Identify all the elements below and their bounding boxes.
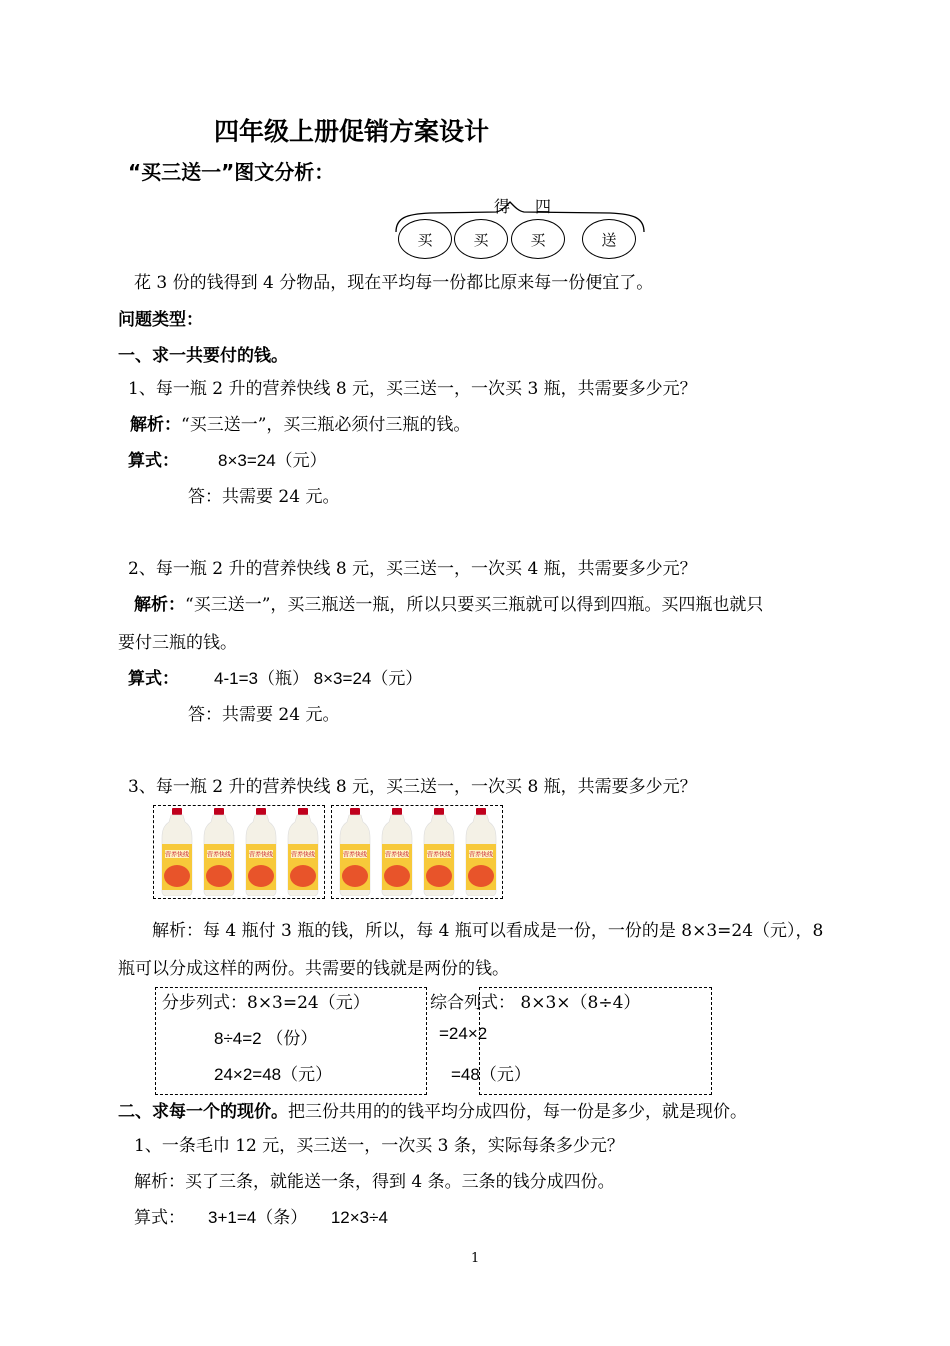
bottle-image (464, 808, 498, 896)
diagram-label-four: 四 (535, 197, 552, 216)
step-formula-3: 24×2=48（元） (214, 1065, 333, 1084)
q1-formula-label: 算式： (128, 451, 179, 471)
analysis-text: “买三送一”，买三瓶送一瓶，所以只要买三瓶就可以得到四瓶。买四瓶也就只 (185, 595, 764, 615)
step-formula-2: 8÷4=2 （份） (214, 1029, 318, 1048)
circle-label: 买 (417, 230, 433, 249)
bottle-icon (338, 808, 372, 896)
bottle-image (286, 808, 320, 896)
bottle-label: 营养快线 (468, 851, 494, 859)
bottle-label: 营养快线 (342, 851, 368, 859)
bottle-image (202, 808, 236, 896)
subtitle: “买三送一”图文分析： (128, 160, 335, 184)
analysis-label: 解析： (134, 595, 185, 615)
q3-question: 3、每一瓶 2 升的营养快线 8 元，买三送一，一次买 8 瓶，共需要多少元？ (128, 777, 697, 797)
problem-types-label: 问题类型： (118, 310, 203, 330)
bottle-label: 营养快线 (206, 851, 232, 859)
bottle-icon (380, 808, 414, 896)
q1-analysis (130, 410, 470, 435)
bottle-image (338, 808, 372, 896)
bottle-icon (202, 808, 236, 896)
circle-label: 买 (530, 230, 546, 249)
q1-answer: 答：共需要 24 元。 (188, 487, 340, 507)
bottle-icon (244, 808, 278, 896)
step-formula-1 (162, 988, 370, 1013)
s2-q1-question: 1、一条毛巾 12 元，买三送一，一次买 3 条，实际每条多少元？ (134, 1136, 624, 1156)
s2-q1-formula-label: 算式： (134, 1208, 185, 1228)
bottle-icon (464, 808, 498, 896)
bottle-image (422, 808, 456, 896)
diagram-circle-buy-1 (398, 219, 452, 259)
intro-text: 花 3 份的钱得到 4 分物品，现在平均每一份都比原来每一份便宜了。 (134, 273, 654, 293)
diagram-circle-gift (582, 219, 636, 259)
bottle-icon (422, 808, 456, 896)
bottle-label: 营养快线 (426, 851, 452, 859)
bottle-image (244, 808, 278, 896)
page-title: 四年级上册促销方案设计 (214, 117, 490, 146)
q2-question: 2、每一瓶 2 升的营养快线 8 元，买三送一，一次买 4 瓶，共需要多少元？ (128, 559, 697, 579)
bottle-label: 营养快线 (164, 851, 190, 859)
q2-answer: 答：共需要 24 元。 (188, 705, 340, 725)
bottle-label: 营养快线 (248, 851, 274, 859)
bottle-label: 营养快线 (384, 851, 410, 859)
circle-label: 送 (601, 230, 617, 249)
q3-analysis-line1 (152, 916, 823, 941)
page-number: 1 (471, 1251, 480, 1266)
bottle-icon (286, 808, 320, 896)
bottle-image (160, 808, 194, 896)
section2-heading (118, 1097, 747, 1122)
combined-formula-1: 综合列式： 8×3×（8÷4） (430, 993, 641, 1013)
combined-formula-3: =48（元） (451, 1065, 531, 1084)
diagram-circle-buy-3 (511, 219, 565, 259)
section2-description: 把三份共用的的钱平均分成四份，每一份是多少，就是现价。 (288, 1102, 747, 1122)
combined-formula-2: =24×2 (439, 1024, 488, 1043)
s2-q1-formula: 3+1=4（条） 12×3÷4 (208, 1208, 388, 1227)
analysis-label: 解析： (130, 415, 181, 435)
analysis-text: 解析：每 4 瓶付 3 瓶的钱，所以，每 4 瓶可以看成是一份，一份的是 8×3=24（元），8 (152, 921, 824, 941)
q3-analysis-line2: 瓶可以分成这样的两份。共需要的钱就是两份的钱。 (118, 959, 509, 979)
q2-formula-label: 算式： (128, 669, 179, 689)
q2-analysis-line2: 要付三瓶的钱。 (118, 633, 237, 653)
bottle-icon (160, 808, 194, 896)
analysis-text: “买三送一”，买三瓶必须付三瓶的钱。 (181, 415, 471, 435)
bottle-image (380, 808, 414, 896)
q1-formula: 8×3=24（元） (218, 451, 327, 470)
section2-title: 二、求每一个的现价。 (118, 1102, 288, 1122)
circle-label: 买 (473, 230, 489, 249)
diagram-label-get: 得 (494, 197, 511, 216)
q2-analysis-line1 (134, 590, 763, 615)
q2-formula: 4-1=3（瓶） 8×3=24（元） (214, 669, 423, 688)
s2-q1-analysis: 解析：买了三条，就能送一条，得到 4 条。三条的钱分成四份。 (134, 1172, 615, 1192)
diagram-circle-buy-2 (454, 219, 508, 259)
q1-question: 1、每一瓶 2 升的营养快线 8 元，买三送一，一次买 3 瓶，共需要多少元？ (128, 379, 697, 399)
step-text: 分步列式：8×3=24（元） (162, 993, 370, 1013)
bottle-label: 营养快线 (290, 851, 316, 859)
section1-heading: 一、求一共要付的钱。 (118, 346, 288, 366)
